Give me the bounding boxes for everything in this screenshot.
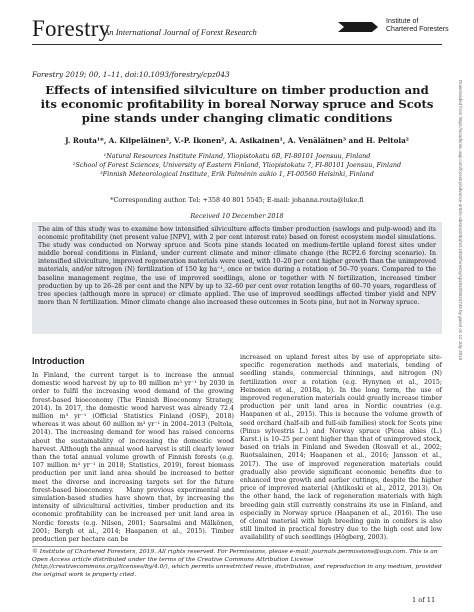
- journal-name: Forestry: [32, 16, 111, 41]
- publisher-name: [386, 18, 466, 34]
- download-watermark-text: Downloaded from https://academic.oup.com/forestry/advance-article-abstract/doi/10.1093/forestry/cpz043/5524746 by guest on 12 July 2019: [458, 80, 463, 361]
- affiliation-2: ²School of Forest Sciences, University of Eastern Finland, Yliopistokatu 7, FI-80101 Joensuu, Finland: [72, 161, 402, 169]
- publisher-line1: Institute of: [386, 18, 419, 25]
- footer-divider: [32, 546, 442, 547]
- received-date: Received 10 December 2018: [190, 212, 284, 220]
- authors: J. Routa¹*, A. Kilpeläinen², V.-P. Ikonen², A. Asikainen¹, A. Venäläinen³ and H. Peltola²: [65, 136, 409, 145]
- section-heading-introduction: Introduction: [32, 356, 85, 366]
- article-title: Effects of intensified silviculture on timber production and its economic profitability in boreal Norway spruce and Scots pine stands under changing climatic conditions: [40, 83, 434, 125]
- intro-column-right: increased on upland forest sites by use of appropriate site-specific regeneration methods and materials, tending of seedling stands, commercial thinnings, and nitrogen (N) fertilization over a rotation (e.g. Hynynen et al., 2015; Heinonen et al., 2018a, b). In the long term, the use of improved regeneration materials could greatly increase timber production per unit land area in Nordic countries (e.g. Haapanen et al., 2015). This is because the volume growth of seed orchard (half-sib and full-sib families) stock for Scots pine (Pinus sylvestris L.) and Norway spruce (Picea abies (L.) Karst.) is 10–25 per cent higher than that of unimproved stock, based on trials in Finland and Sweden (Rosvall et al., 2002; Ruotsalainen, 2014; Haapanen et al., 2016; Jansson et al., 2017). The use of improved regeneration materials could gradually also provide significant economic benefits due to enhanced tree growth and earlier cuttings, despite the higher price of improved material (Ahtikoski et al., 2012, 2013). On the other hand, the lack of regeneration materials with high breeding gain still currently constrains its use in Finland, and especially in Norway spruce (Haapanen et al., 2016). The use of clonal material with high breeding gain in conifers is also still limited in practical forestry due to the high cost and low availability of such seedlings (Högberg, 2003).: [240, 354, 442, 542]
- copyright-notice: © Institute of Chartered Foresters, 2019. All rights reserved. For Permissions, please e-mail: journals.permissions@oup.com. This is an Open Access article distributed under the terms of the Creative Commons Attribution License (http://creativecommons.org/licenses/by/4.0/), which permits unrestricted reuse, distribution, and reproduction in any medium, provided the original work is properly cited.: [32, 549, 442, 578]
- download-watermark: [454, 80, 466, 550]
- publisher-logo-icon: [338, 20, 380, 34]
- journal-subtitle: An International Journal of Forest Research: [104, 27, 257, 37]
- abstract-text: The aim of this study was to examine how intensified silviculture affects timber production (sawlogs and pulp-wood) and its economic profitability (net present value [NPV], with 2 per cent interest rate) based on forest ecosystem model simulations. The study was conducted on Norway spruce and Scots pine stands located on medium-fertile upland forest sites under middle boreal conditions in Finland, under current climate and minor climate change (the RCP2.6 forcing scenario). In intensified silviculture, improved regeneration materials were used, with 10–20 per cent higher growth than the unimproved materials, and/or nitrogen (N) fertilization of 150 kg ha⁻¹, once or twice during a rotation of 50–70 years. Compared to the baseline management regime, the use of improved seedlings, alone or together with N fertilization, increased timber production by up to 26–28 per cent and the NPV by up to 32–60 per cent over rotation lengths of 60–70 years, regardless of tree species (although more in spruce) or climate applied. The use of improved seedlings affected timber yield and NPV more than N fertilization. Minor climate change also increased these outcomes in Scots pine, but not in Norway spruce.: [38, 226, 436, 306]
- publisher-line2: Chartered Foresters: [386, 26, 449, 33]
- affiliation-1: ¹Natural Resources Institute Finland, Yliopistokatu 6B, FI-80101 Joensuu, Finland: [103, 152, 371, 160]
- citation: Forestry 2019; 00, 1–11, doi:10.1093/forestry/cpz043: [32, 70, 230, 79]
- affiliation-3: ³Finnish Meteorological Institute, Erik Palménin aukio 1, FI-00560 Helsinki, Finland: [100, 170, 374, 178]
- intro-column-left: In Finland, the current target is to increase the annual domestic wood harvest by up to 80 million m³ yr⁻¹ by 2030 in order to fulfil the increasing wood demand of the growing forest-based bioeconomy (The Finnish Bioeconomy Strategy, 2014). In 2017, the domestic wood harvest was already 72.4 million m³ yr⁻¹ (Official Statistics Finland (OSF), 2018) whereas it was about 60 million m³ yr⁻¹ in 2004–2013 (Peltola, 2014). The increasing demand for wood has raised concerns about the sustainability of increasing the domestic wood harvest. Although the annual wood harvest is still clearly lower than the total annual volume growth of Finnish forests (e.g. 107 million m³ yr⁻¹ in 2018; Statistics, 2019), forest biomass production per unit land area should be increased to better meet the diverse and increasing targets set for the future forest-based bioeconomy. Many previous experimental and simulation-based studies have shown that, by increasing the intensity of silvicultural activities, timber production and its economic profitability can be increased per unit land area in Nordic forests (e.g. Nilsen, 2001; Saarsalmi and Mälkönen, 2001; Bergh et al., 2014; Haapanen et al., 2015). Timber production per hectare can be: [32, 372, 234, 544]
- corresponding-author: *Corresponding author. Tel: +358 40 801 5545; E-mail: johanna.routa@luke.fi: [110, 196, 364, 204]
- header-divider: [32, 44, 442, 45]
- page-number: 1 of 11: [412, 596, 436, 604]
